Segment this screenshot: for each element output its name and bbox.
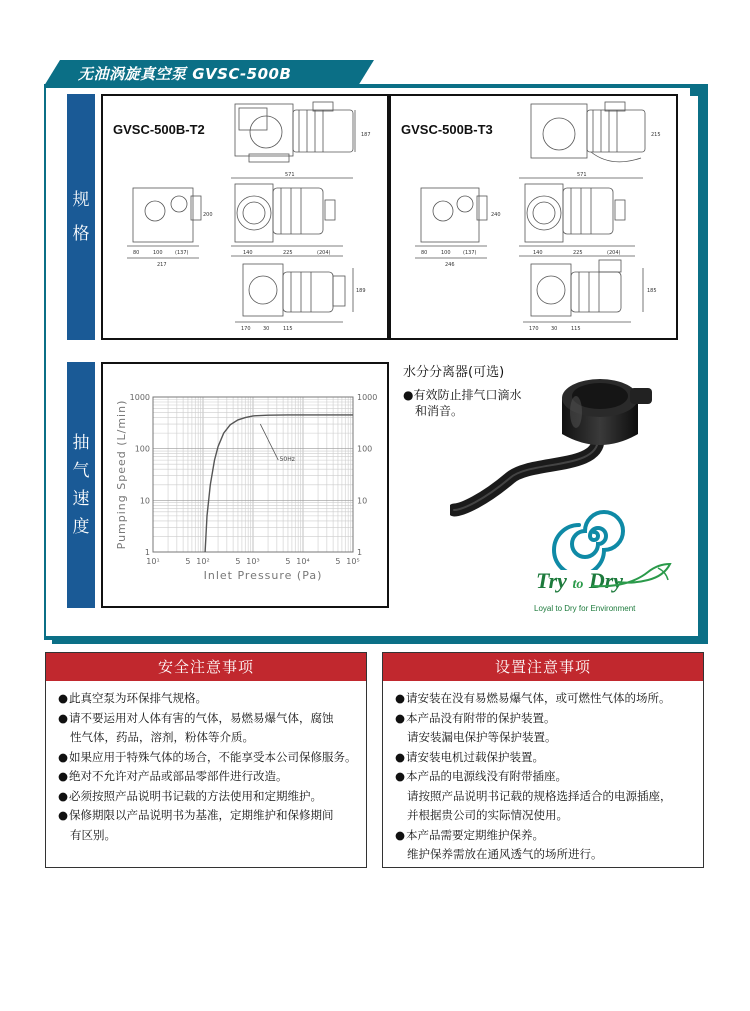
spec-label: 规格	[72, 190, 90, 244]
setup-item	[395, 689, 703, 709]
page-title: 无油涡旋真空泵 GVSC-500B	[78, 65, 292, 83]
x-tick-label: 10²	[196, 557, 210, 566]
setup-item-text: 并根据贵公司的实际情况使用。	[407, 808, 568, 822]
dim-t2-bot-a: 170	[241, 326, 251, 332]
frame-right-edge	[698, 92, 708, 642]
safety-notice-list	[46, 681, 366, 845]
speed-label: 抽气速度	[72, 433, 90, 537]
dim-t3-bot-c: 115	[571, 326, 581, 332]
logo-text-to: to	[572, 577, 584, 592]
logo-text-dry: Dry	[583, 568, 624, 593]
logo-spiral-icon	[549, 502, 639, 570]
safety-item	[58, 787, 366, 807]
chart-series	[205, 415, 353, 552]
y-tick-label: 1	[144, 548, 150, 557]
setup-item-text: 本产品需要定期维护保养。	[406, 827, 544, 842]
setup-item	[395, 767, 703, 787]
safety-item-text: 保修期限以产品说明书为基准，定期维护和保修期间	[69, 808, 334, 822]
annotation-leader	[260, 424, 278, 460]
dim-t3-width: 571	[577, 172, 587, 178]
dim-t3-d: 140	[533, 250, 543, 256]
bullet-icon: ●	[395, 769, 406, 783]
setup-item-text: 本产品没有附带的保护装置。	[406, 710, 556, 725]
x-tick-label: 5	[185, 557, 191, 566]
dim-t3-b: 100	[441, 250, 451, 256]
model-name-t3: GVSC-500B-T3	[401, 122, 493, 137]
safety-item-text: 性气体，药品，溶剂，粉体等介质。	[70, 730, 254, 744]
y-tick-label-right: 100	[357, 444, 373, 454]
technical-drawing-t2	[103, 96, 387, 338]
dim-t2-f: (204)	[317, 250, 331, 256]
dim-t3-e: 225	[573, 250, 583, 256]
dim-t2-b: 100	[153, 250, 163, 256]
dim-t2-width: 571	[285, 172, 295, 178]
dim-t3-front-h: 240	[491, 212, 501, 218]
dim-t3-bot-h: 185	[647, 288, 657, 294]
safety-item	[58, 748, 366, 768]
bullet-icon: ●	[58, 710, 69, 725]
safety-item	[58, 728, 366, 748]
setup-notice-box	[382, 652, 704, 868]
logo-text-try: Try	[536, 568, 573, 593]
setup-item-text: 请按照产品说明书记载的规格选择适合的电源插座，	[407, 788, 672, 803]
dim-t2-e: 225	[283, 250, 293, 256]
logo-tagline: Loyal to Dry for Environment	[534, 604, 636, 613]
bullet-icon: ●	[58, 788, 69, 803]
dim-t3-front-w: 246	[445, 262, 455, 268]
y-tick-label-right: 10	[357, 496, 368, 506]
bullet-icon: ●	[395, 691, 406, 705]
series-line	[205, 415, 353, 552]
x-tick-label: 5	[335, 557, 341, 566]
chart-grid	[153, 397, 353, 552]
dim-t3-bot-a: 170	[529, 326, 539, 332]
safety-item	[58, 826, 366, 846]
safety-item-text: 请不要运用对人体有害的气体，易燃易爆气体，腐蚀	[69, 710, 334, 725]
setup-notice-title: 设置注意事项	[383, 653, 703, 681]
setup-item	[395, 806, 703, 826]
y-tick-label-right: 1000	[357, 393, 378, 402]
chart-svg	[103, 364, 387, 606]
dim-t3-top: 215	[651, 132, 661, 138]
bullet-icon: ●	[58, 769, 69, 783]
spec-panel-t3	[389, 94, 678, 340]
technical-drawing-t3	[391, 96, 676, 338]
setup-item-text: 请安装电机过载保护装置。	[406, 749, 544, 764]
title-banner	[44, 60, 374, 86]
x-tick-label: 10³	[246, 557, 260, 566]
safety-item-text: 绝对不允许对产品或部品零部件进行改造。	[69, 769, 288, 783]
speed-side-label	[67, 362, 95, 608]
setup-item	[395, 728, 703, 748]
x-axis-label: Inlet Pressure (Pa)	[203, 569, 323, 582]
safety-item-text: 必须按照产品说明书记载的方法使用和定期维护。	[69, 788, 322, 803]
y-tick-label: 10	[139, 496, 150, 506]
bullet-icon: ●	[395, 827, 406, 842]
setup-item	[395, 709, 703, 729]
frame-bottom-edge	[52, 638, 708, 644]
dim-t2-a: 80	[133, 250, 140, 256]
safety-item	[58, 806, 366, 826]
bullet-icon: ●	[58, 691, 69, 705]
dim-t2-bot-h: 189	[356, 288, 366, 294]
y-tick-label: 100	[134, 444, 150, 454]
model-name-t2: GVSC-500B-T2	[113, 122, 205, 137]
separator-line-2: 和消音。	[415, 404, 464, 418]
x-tick-label: 10⁵	[346, 557, 360, 566]
setup-notice-list	[383, 681, 703, 865]
dim-t2-bot-c: 115	[283, 326, 293, 332]
bullet-icon: ●	[58, 808, 69, 822]
safety-item	[58, 709, 366, 729]
x-tick-label: 10¹	[146, 557, 160, 566]
setup-item-text: 维护保养需放在通风透气的场所进行。	[407, 847, 603, 861]
setup-item	[395, 845, 703, 865]
safety-item-text: 此真空泵为环保排气规格。	[69, 691, 207, 705]
dim-t3-c: (137)	[463, 250, 477, 256]
setup-item-text: 请安装在没有易燃易爆气体，或可燃性气体的场所。	[406, 691, 671, 705]
setup-item-text: 请安装漏电保护等保护装置。	[407, 730, 557, 744]
separator-title: 水分分离器(可选)	[403, 365, 505, 380]
dim-t3-a: 80	[421, 250, 428, 256]
bullet-icon: ●	[58, 749, 69, 764]
setup-item	[395, 748, 703, 768]
y-tick-label: 1000	[129, 393, 150, 402]
dim-t3-f: (204)	[607, 250, 621, 256]
x-tick-label: 5	[235, 557, 241, 566]
dim-t2-front-w: 217	[157, 262, 167, 268]
safety-item	[58, 689, 366, 709]
annotation-label: 50Hz	[279, 455, 295, 463]
separator-line-1: ●有效防止排气口滴水	[403, 388, 522, 402]
dim-t2-d: 140	[243, 250, 253, 256]
setup-item	[395, 787, 703, 807]
safety-item	[58, 767, 366, 787]
setup-item	[395, 826, 703, 846]
spec-panel-t2	[101, 94, 389, 340]
y-axis-label: Pumping Speed (L/min)	[115, 399, 128, 550]
spec-side-label	[67, 94, 95, 340]
safety-notice-title: 安全注意事项	[46, 653, 366, 681]
x-tick-label: 5	[285, 557, 291, 566]
logo-leaf-icon	[588, 562, 674, 590]
dim-t2-top: 187	[361, 132, 371, 138]
dim-t2-c: (137)	[175, 250, 189, 256]
dim-t2-bot-b: 30	[263, 326, 270, 332]
x-tick-label: 10⁴	[296, 557, 310, 566]
safety-notice-box	[45, 652, 367, 868]
pumping-speed-chart	[101, 362, 389, 608]
bullet-icon: ●	[395, 749, 406, 764]
dim-t2-front-h: 200	[203, 212, 213, 218]
dim-t3-bot-b: 30	[551, 326, 558, 332]
y-tick-label-right: 1	[357, 548, 363, 557]
safety-item-text: 有区别。	[70, 827, 116, 842]
setup-item-text: 本产品的电源线没有附带插座。	[406, 769, 567, 783]
safety-item-text: 如果应用于特殊气体的场合，不能享受本公司保修服务。	[69, 749, 357, 764]
bullet-icon: ●	[395, 710, 406, 725]
